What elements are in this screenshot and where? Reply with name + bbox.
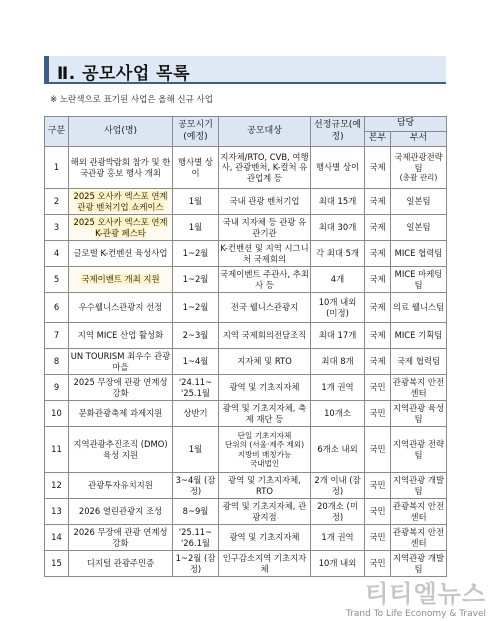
cell-period: 1~2월 [173,293,219,323]
cell-name: 지역 MICE 산업 활성화 [69,323,173,349]
cell-dept: 관광복지 안전센터 [391,499,447,525]
table-row [45,525,447,551]
cell-name: UN TOURISM 최우수 관광마을 [69,349,173,375]
cell-target: 지자체/RTO, CVB, 여행사, 관광벤처, K-컬처 유관업계 등 [219,147,311,189]
cell-target: 광역 및 기초지자체 [219,375,311,401]
cell-target: 국제이벤트 주관사, 추최사 등 [219,267,311,293]
cell-no: 12 [45,473,69,499]
cell-period: '24.11~ '25.1월 [173,375,219,401]
cell-no: 2 [45,189,69,215]
cell-no: 8 [45,349,69,375]
cell-name: 2025 오사카 엑스포 연계 K-관광 페스타 [69,215,173,241]
cell-period: 8~9월 [173,499,219,525]
header-dept-sub: 부서 [391,132,447,147]
cell-target: 광역 및 기초지자체, 관광지점 [219,499,311,525]
cell-hq: 국제 [365,267,391,293]
cell-no: 9 [45,375,69,401]
cell-dept: 지역관광 전략팀 [391,427,447,473]
cell-dept: 일본팀 [391,189,447,215]
cell-hq: 국민 [365,499,391,525]
cell-hq: 국민 [365,551,391,577]
table-body [45,147,447,577]
cell-scale: 최대 15개 [311,189,365,215]
table-row [45,473,447,499]
cell-name: 디지털 관광주민증 [69,551,173,577]
cell-target: 지자체 및 RTO [219,349,311,375]
cell-name: 문화관광축제 과제지원 [69,401,173,427]
cell-name: 2025 무장애 관광 연계성 강화 [69,375,173,401]
cell-dept: MICE 마케팅팀 [391,267,447,293]
cell-scale: 1개 권역 [311,375,365,401]
watermark [346,574,486,619]
header-scale: 선정규모(예정) [311,117,365,147]
header-period: 공모시기(예정) [173,117,219,147]
cell-hq: 국제 [365,147,391,189]
cell-period: 1월 [173,215,219,241]
cell-scale: 10개 내외 [311,551,365,577]
cell-hq: 국민 [365,473,391,499]
cell-hq: 국제 [365,189,391,215]
contest-table [44,116,447,577]
cell-no: 11 [45,427,69,473]
cell-dept: 지역관광 개발팀 [391,473,447,499]
cell-scale: 최대 17개 [311,323,365,349]
watermark-tagline: Trand To Life Economy & Travel [345,609,486,619]
new-project-note: ※ 노란색으로 표기된 사업은 올해 신규 사업 [50,95,213,105]
cell-dept: 관광복지 안전센터 [391,375,447,401]
table-row [45,401,447,427]
cell-hq: 국제 [365,323,391,349]
table-row [45,349,447,375]
cell-period: 2~3월 [173,323,219,349]
header-target: 공모대상 [219,117,311,147]
cell-target: 전국 웰니스관광지 [219,293,311,323]
cell-target: 광역 및 기초지자체, 축제 재단 등 [219,401,311,427]
cell-hq: 국민 [365,427,391,473]
cell-name: 지역관광추진조직 (DMO) 육성 지원 [69,427,173,473]
cell-scale: 각 최대 5개 [311,241,365,267]
heading-accent-bar [44,56,49,82]
cell-hq: 국제 [365,241,391,267]
cell-no: 7 [45,323,69,349]
cell-period: 3~4월 (잠정) [173,473,219,499]
section-heading [44,56,446,84]
cell-dept: 지역관광 개발팀 [391,551,447,577]
table-row [45,147,447,189]
cell-dept: MICE 기획팀 [391,323,447,349]
table-row [45,427,447,473]
cell-hq: 국제 [365,293,391,323]
cell-target: 광역 및 기초지자체 [219,525,311,551]
cell-scale: 행사별 상이 [311,147,365,189]
cell-no: 4 [45,241,69,267]
cell-scale: 10개소 [311,401,365,427]
header-owner: 담당 [365,117,447,132]
cell-name: 해외 관광박람회 참가 및 한국관광 홍보 행사 개최 [69,147,173,189]
cell-dept: 국제 협력팀 [391,349,447,375]
cell-period: 1~2월 [173,267,219,293]
cell-scale: 20개소 (미정) [311,499,365,525]
cell-hq: 국민 [365,401,391,427]
table-row [45,189,447,215]
cell-period: 1~2월 (잠정) [173,551,219,577]
cell-hq: 국민 [365,525,391,551]
cell-name: 2026 열린관광지 조성 [69,499,173,525]
cell-period: 1~4월 [173,349,219,375]
cell-name: 우수웰니스관광지 선정 [69,293,173,323]
cell-no: 10 [45,401,69,427]
cell-dept: 지역관광 육성팀 [391,401,447,427]
cell-name: 관광투자유치지원 [69,473,173,499]
cell-name: 2026 무장애 관광 연계성 강화 [69,525,173,551]
cell-hq: 국민 [365,375,391,401]
cell-target: 국내 지자체 등 관광 유관기관 [219,215,311,241]
cell-period: 상반기 [173,401,219,427]
cell-no: 14 [45,525,69,551]
section-title: Ⅱ. 공모사업 목록 [57,64,191,84]
cell-target: K-컨벤션 및 지역 시그니처 국제회의 [219,241,311,267]
header-dept-main: 본부 [365,132,391,147]
watermark-logo-text: 티티엘뉴스 [365,580,486,608]
table-row [45,267,447,293]
table-row [45,215,447,241]
cell-scale: 10개 내외 (미정) [311,293,365,323]
cell-no: 15 [45,551,69,577]
table-row [45,375,447,401]
cell-period: 행사별 상이 [173,147,219,189]
cell-period: 1~2월 [173,241,219,267]
cell-target: 지역 국제회의전담조직 [219,323,311,349]
cell-target: 국내 관광 벤처기업 [219,189,311,215]
cell-no: 6 [45,293,69,323]
cell-scale: 최대 8개 [311,349,365,375]
cell-no: 1 [45,147,69,189]
cell-no: 3 [45,215,69,241]
table-row [45,293,447,323]
cell-period: 1월 [173,189,219,215]
cell-dept: 관광복지 안전센터 [391,525,447,551]
cell-dept: 국제관광전략팀 (총괄 관리) [391,147,447,189]
cell-no: 5 [45,267,69,293]
header-name: 사업(명) [69,117,173,147]
cell-no: 13 [45,499,69,525]
table-row [45,241,447,267]
cell-scale: 1개 권역 [311,525,365,551]
cell-hq: 국제 [365,349,391,375]
cell-target: 인구감소지역 기초지자체 [219,551,311,577]
cell-scale: 최대 30개 [311,215,365,241]
table-row [45,323,447,349]
table-row [45,551,447,577]
cell-scale: 4개 [311,267,365,293]
cell-name: 국제이벤트 개최 지원 [69,267,173,293]
cell-dept: 의료 웰니스팀 [391,293,447,323]
cell-scale: 6개소 내외 [311,427,365,473]
header-no: 구분 [45,117,69,147]
cell-target: 단일 기초지자체 단위의 (서울·제주 제외) 지방비 매칭가능 국내법인 [219,427,311,473]
cell-period: 1월 [173,427,219,473]
cell-dept: MICE 협력팀 [391,241,447,267]
cell-scale: 2개 이내 (잠정) [311,473,365,499]
cell-target: 광역 및 기초지자체, RTO [219,473,311,499]
cell-period: '25.11~ '26.1월 [173,525,219,551]
cell-hq: 국제 [365,215,391,241]
cell-dept: 일본팀 [391,215,447,241]
cell-name: 2025 오사카 엑스포 연계 관광 벤처기업 쇼케이스 [69,189,173,215]
table-row [45,499,447,525]
cell-name: 글로벌 K-컨벤션 육성사업 [69,241,173,267]
